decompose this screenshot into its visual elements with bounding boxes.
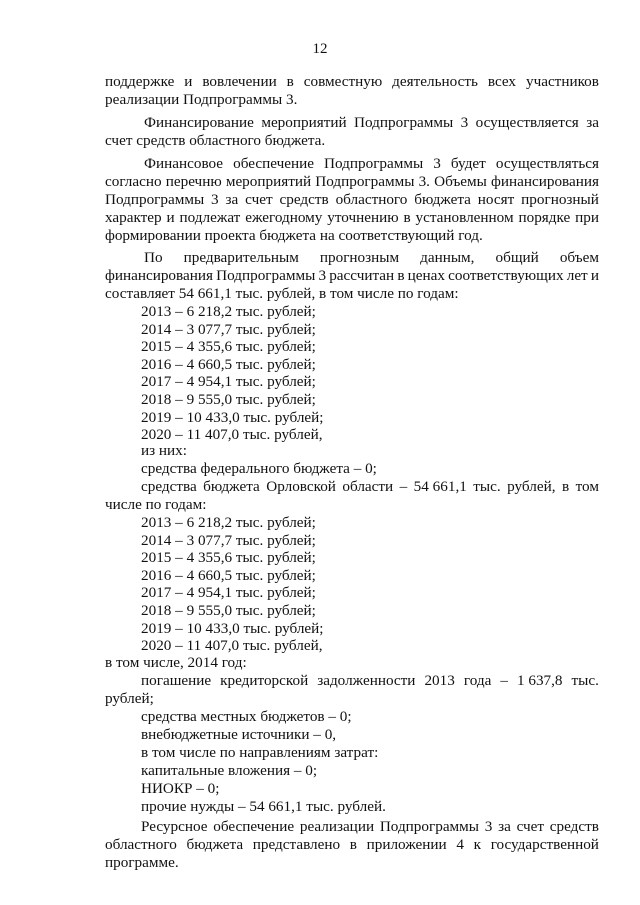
text-line: формировании проекта бюджета на соответствующий год.	[105, 227, 483, 244]
text-line-justified	[105, 836, 599, 853]
year-amount-line: 2013 – 6 218,2 тыс. рублей;	[141, 303, 316, 320]
word: Подпрограммы	[379, 818, 479, 835]
word: Орловской	[266, 478, 336, 495]
word: 1 637,8	[516, 672, 563, 689]
word: приложении	[366, 836, 447, 853]
word: к	[473, 836, 482, 853]
year-amount-line: 2015 – 4 355,6 тыс. рублей;	[141, 338, 316, 356]
word: Объемы	[434, 173, 487, 190]
text-line: капитальные вложения – 0;	[141, 762, 318, 779]
word: мероприятий	[225, 173, 312, 190]
year-amount-line: 2020 – 11 407,0 тыс. рублей,	[141, 637, 323, 655]
word: 3	[211, 191, 219, 208]
year-amount-line: 2016 – 4 660,5 тыс. рублей;	[141, 355, 316, 373]
text-line: в том числе по направлениям затрат:	[141, 744, 379, 761]
word: установленном	[415, 209, 514, 226]
word: 54 661,1	[413, 478, 467, 495]
word: Финансовое	[144, 155, 224, 172]
word: 4	[456, 836, 464, 853]
word: представлено	[252, 836, 341, 853]
word: счет	[516, 818, 545, 835]
word: государственной	[490, 836, 599, 853]
text-line: из них:	[141, 442, 187, 459]
paragraph-line-justified	[141, 818, 599, 835]
word: и	[184, 73, 193, 90]
word: ценах	[407, 267, 446, 284]
text-line: программе.	[105, 854, 179, 871]
text-line-justified	[105, 173, 599, 190]
word: вовлечении	[202, 73, 277, 90]
word: 2013	[424, 672, 455, 689]
year-amount-line: 2017 – 4 954,1 тыс. рублей;	[141, 584, 316, 602]
word: тыс.	[571, 672, 599, 689]
word: в	[403, 209, 411, 226]
text-line-justified	[105, 73, 599, 90]
text-line: внебюджетные источники – 0,	[141, 726, 337, 743]
paragraph-line-justified	[144, 249, 599, 266]
word: порядке	[518, 209, 571, 226]
word: 3	[318, 267, 327, 284]
word: бюджета	[414, 191, 471, 208]
word: задолженности	[317, 672, 416, 689]
word: Подпрограммы	[324, 155, 424, 172]
word: обеспечение	[213, 818, 295, 835]
text-line: составляет 54 661,1 тыс. рублей, в том числе по годам:	[105, 285, 459, 302]
text-line: реализации Подпрограммы 3.	[105, 91, 298, 108]
word: совместную	[303, 73, 383, 90]
paragraph-line-justified	[141, 672, 599, 689]
word: Ресурсное	[141, 818, 208, 835]
page-number: 12	[312, 41, 328, 57]
word: года	[463, 672, 492, 689]
text-line: средства местных бюджетов – 0;	[141, 708, 352, 725]
word: уточнению	[327, 209, 399, 226]
word: областного	[105, 836, 177, 853]
word: 3	[460, 114, 469, 131]
word: носят	[477, 191, 515, 208]
text-line-justified	[105, 267, 599, 284]
word: общий	[495, 249, 539, 266]
word: кредиторской	[220, 672, 309, 689]
text-line: прочие нужды – 54 661,1 тыс. рублей.	[141, 798, 386, 815]
word: Подпрограммы	[216, 267, 316, 284]
word: обеспечение	[233, 155, 314, 172]
word: осуществляться	[495, 155, 599, 172]
word: всех	[487, 73, 517, 90]
word: соответствующих	[448, 267, 564, 284]
word: рублей,	[507, 478, 556, 495]
text-line-justified	[105, 191, 599, 208]
word: 3	[433, 155, 441, 172]
year-amount-line: 2018 – 9 555,0 тыс. рублей;	[141, 602, 316, 619]
word: деятельность	[392, 73, 478, 90]
word: том	[575, 478, 599, 495]
word: области	[342, 478, 394, 495]
word: финансирования	[105, 267, 213, 284]
word: при	[575, 209, 599, 226]
word: и	[166, 209, 175, 226]
word: данным,	[420, 249, 475, 266]
year-amount-line: 2013 – 6 218,2 тыс. рублей;	[141, 514, 316, 531]
word: в	[561, 478, 570, 495]
word: –	[500, 672, 508, 689]
word: объем	[559, 249, 599, 266]
word: поддержке	[105, 73, 175, 90]
word: участников	[525, 73, 599, 90]
word: за	[498, 818, 511, 835]
paragraph-line-justified	[144, 155, 599, 172]
word: счет	[245, 191, 273, 208]
word: прогнозным	[319, 249, 400, 266]
word: Подпрограммы	[315, 173, 415, 190]
word: 3	[484, 818, 493, 835]
paragraph-line-justified	[141, 478, 599, 495]
word: подлежат	[179, 209, 241, 226]
word: тыс.	[473, 478, 501, 495]
word: согласно	[105, 173, 162, 190]
text-line: числе по годам:	[105, 496, 207, 513]
text-line: в том числе, 2014 год:	[105, 654, 247, 671]
text-line: средства федерального бюджета – 0;	[141, 460, 377, 477]
word: реализации	[299, 818, 375, 835]
word: рассчитан	[329, 267, 395, 284]
word: характер	[105, 209, 162, 226]
text-line-justified	[105, 209, 599, 226]
word: Подпрограммы	[105, 191, 205, 208]
year-amount-line: 2015 – 4 355,6 тыс. рублей;	[141, 549, 316, 567]
word: 3.	[418, 173, 430, 190]
word: за	[586, 114, 599, 131]
year-amount-line: 2018 – 9 555,0 тыс. рублей;	[141, 391, 316, 408]
year-amount-line: 2019 – 10 433,0 тыс. рублей;	[141, 619, 324, 637]
year-amount-line: 2020 – 11 407,0 тыс. рублей,	[141, 426, 323, 444]
word: Финансирование	[144, 114, 254, 131]
text-line: НИОКР – 0;	[141, 780, 220, 797]
word: предварительным	[183, 249, 299, 266]
word: финансирования	[491, 173, 599, 190]
word: Подпрограммы	[354, 114, 454, 131]
word: осуществляется	[475, 114, 579, 131]
year-amount-line: 2014 – 3 077,7 тыс. рублей;	[141, 531, 316, 549]
word: мероприятий	[261, 114, 347, 131]
word: будет	[450, 155, 486, 172]
word: средства	[141, 478, 197, 495]
word: в	[349, 836, 357, 853]
text-line: счет средств областного бюджета.	[105, 132, 326, 149]
year-amount-line: 2016 – 4 660,5 тыс. рублей;	[141, 566, 316, 584]
year-amount-line: 2014 – 3 077,7 тыс. рублей;	[141, 320, 316, 338]
word: в	[286, 73, 294, 90]
word: и	[590, 267, 599, 284]
word: за	[225, 191, 239, 208]
word: –	[399, 478, 408, 495]
word: областного	[335, 191, 408, 208]
word: погашение	[141, 672, 212, 689]
word: бюджета	[186, 836, 244, 853]
word: в	[397, 267, 405, 284]
word: средств	[549, 818, 599, 835]
word: средств	[279, 191, 329, 208]
word: По	[144, 249, 163, 266]
year-amount-line: 2017 – 4 954,1 тыс. рублей;	[141, 373, 316, 391]
word: ежегодному	[245, 209, 323, 226]
text-line: рублей;	[105, 690, 154, 707]
word: прогнозный	[521, 191, 599, 208]
year-amount-line: 2019 – 10 433,0 тыс. рублей;	[141, 408, 324, 426]
paragraph-line-justified	[144, 114, 599, 131]
word: перечню	[165, 173, 222, 190]
word: лет	[566, 267, 588, 284]
word: бюджета	[203, 478, 260, 495]
